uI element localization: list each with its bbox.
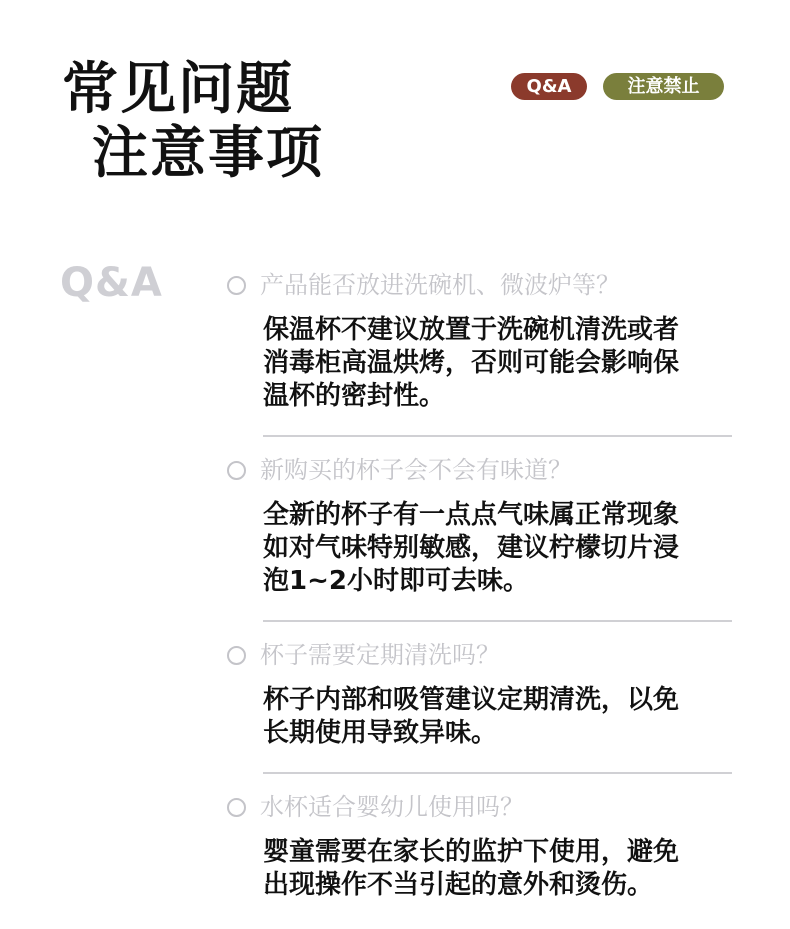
faq-answer: [263, 836, 732, 902]
faq-item: [227, 638, 732, 774]
faq-item: [227, 453, 732, 622]
faq-question: [227, 790, 732, 824]
faq-list: [227, 268, 732, 902]
answer-line: 如对气味特别敏感，建议柠檬切片浸: [263, 533, 680, 563]
circle-icon: [227, 276, 246, 295]
answer-line: 全新的杯子有一点点气味属正常现象: [263, 500, 680, 530]
title-line-1: 常见问题: [62, 57, 294, 122]
answer-line: 消毒柜高温烘烤，否则可能会影响保: [263, 348, 680, 378]
divider: [263, 435, 732, 437]
divider: [263, 620, 732, 622]
qa-badge: Q&A: [511, 73, 587, 100]
circle-icon: [227, 461, 246, 480]
faq-answer: [263, 499, 732, 598]
title-line-2: 注意事项: [92, 121, 324, 186]
answer-line: 保温杯不建议放置于洗碗机清洗或者: [263, 315, 680, 345]
faq-question-text: 杯子需要定期清洗吗？: [260, 641, 500, 669]
faq-question: [227, 638, 732, 672]
faq-question-text: 产品能否放进洗碗机、微波炉等？: [260, 271, 620, 299]
divider: [263, 772, 732, 774]
qa-section-label: Q&A: [60, 260, 163, 306]
answer-line: 泡1~2小时即可去味。: [263, 566, 529, 596]
faq-item: [227, 790, 732, 902]
faq-answer: [263, 314, 732, 413]
badge-group: [511, 73, 724, 100]
faq-item: [227, 268, 732, 437]
faq-question-text: 新购买的杯子会不会有味道？: [260, 456, 572, 484]
answer-line: 出现操作不当引起的意外和烫伤。: [263, 870, 654, 900]
faq-question-text: 水杯适合婴幼儿使用吗？: [260, 793, 524, 821]
answer-line: 婴童需要在家长的监护下使用，避免: [263, 837, 680, 867]
answer-line: 杯子内部和吸管建议定期清洗，以免: [263, 685, 680, 715]
faq-question: [227, 453, 732, 487]
answer-line: 长期使用导致异味。: [263, 718, 498, 748]
page-title: [62, 58, 324, 186]
warning-badge: 注意禁止: [603, 73, 724, 100]
faq-question: [227, 268, 732, 302]
faq-answer: [263, 684, 732, 750]
circle-icon: [227, 798, 246, 817]
answer-line: 温杯的密封性。: [263, 381, 446, 411]
circle-icon: [227, 646, 246, 665]
